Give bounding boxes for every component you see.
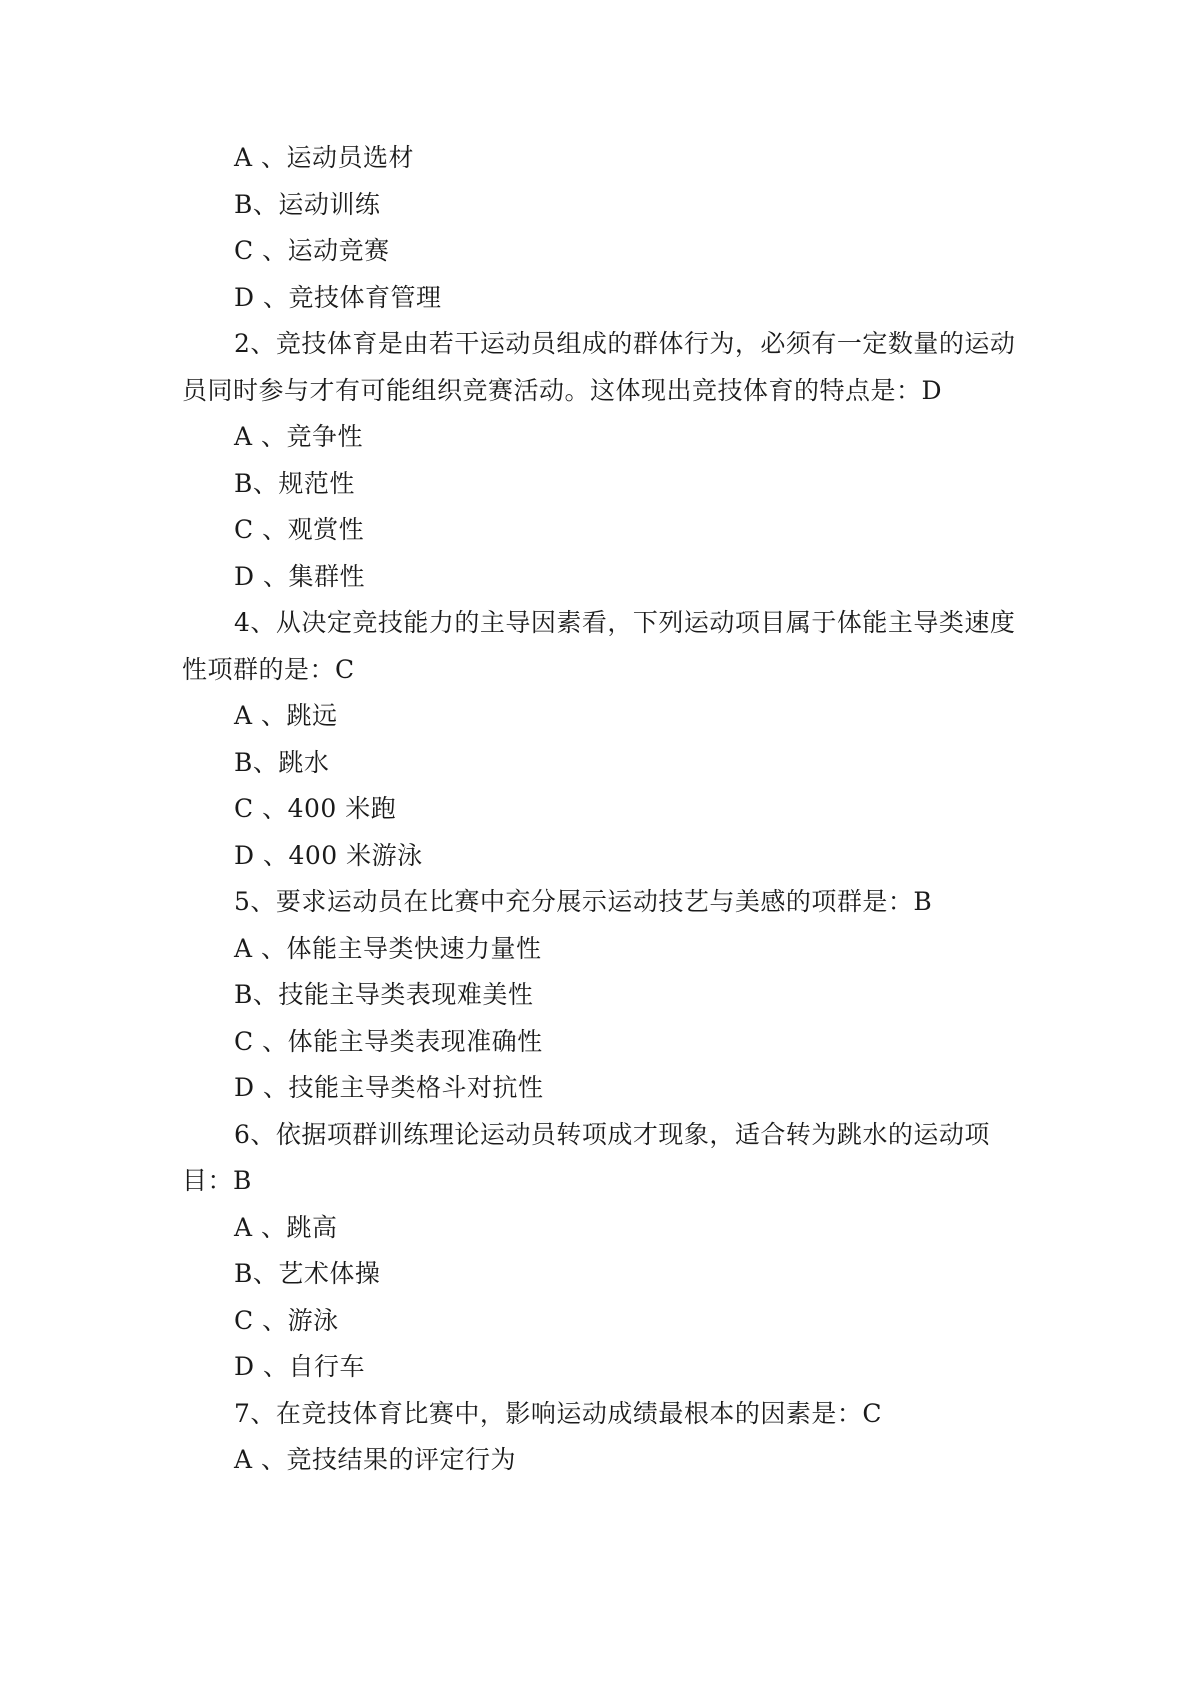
option-line: C 、400 米跑 (234, 794, 397, 823)
option-line: A 、运动员选材 (234, 143, 415, 172)
option-line: C 、体能主导类表现准确性 (234, 1026, 543, 1056)
option-line: B、跳水 (234, 747, 330, 777)
option-line: D 、竞技体育管理 (234, 282, 442, 312)
question-paragraph: 4、从决定竞技能力的主导因素看，下列运动项目属于体能主导类速度性项群的是：C (182, 608, 1016, 684)
option-line: B、技能主导类表现难美性 (234, 980, 534, 1009)
option-line: A 、跳高 (234, 1212, 338, 1242)
option-line: B、规范性 (234, 468, 355, 498)
option-line: C 、观赏性 (234, 515, 365, 544)
question-paragraph: 7、在竞技体育比赛中，影响运动成绩最根本的因素是：C (234, 1398, 883, 1428)
option-line: A 、体能主导类快速力量性 (234, 933, 542, 963)
option-line: B、艺术体操 (234, 1259, 381, 1288)
question-paragraph: 2、竞技体育是由若干运动员组成的群体行为，必须有一定数量的运动员同时参与才有可能组织竞赛活动。这体现出竞技体育的特点是：D (182, 329, 1016, 405)
option-line: D 、400 米游泳 (234, 840, 423, 870)
option-line: D 、自行车 (234, 1352, 365, 1381)
option-line: D 、集群性 (234, 561, 365, 591)
question-paragraph: 6、依据项群训练理论运动员转项成才现象，适合转为跳水的运动项目：B (182, 1119, 990, 1195)
option-line: C 、运动竞赛 (234, 236, 390, 265)
option-line: A 、竞争性 (234, 422, 364, 451)
option-line: D 、技能主导类格斗对抗性 (234, 1073, 544, 1102)
document-body (182, 135, 1022, 1484)
option-line: B、运动训练 (234, 189, 381, 219)
option-line: A 、竞技结果的评定行为 (234, 1445, 517, 1474)
option-line: A 、跳远 (234, 701, 338, 730)
option-line: C 、游泳 (234, 1305, 339, 1335)
question-paragraph: 5、要求运动员在比赛中充分展示运动技艺与美感的项群是：B (234, 887, 933, 916)
